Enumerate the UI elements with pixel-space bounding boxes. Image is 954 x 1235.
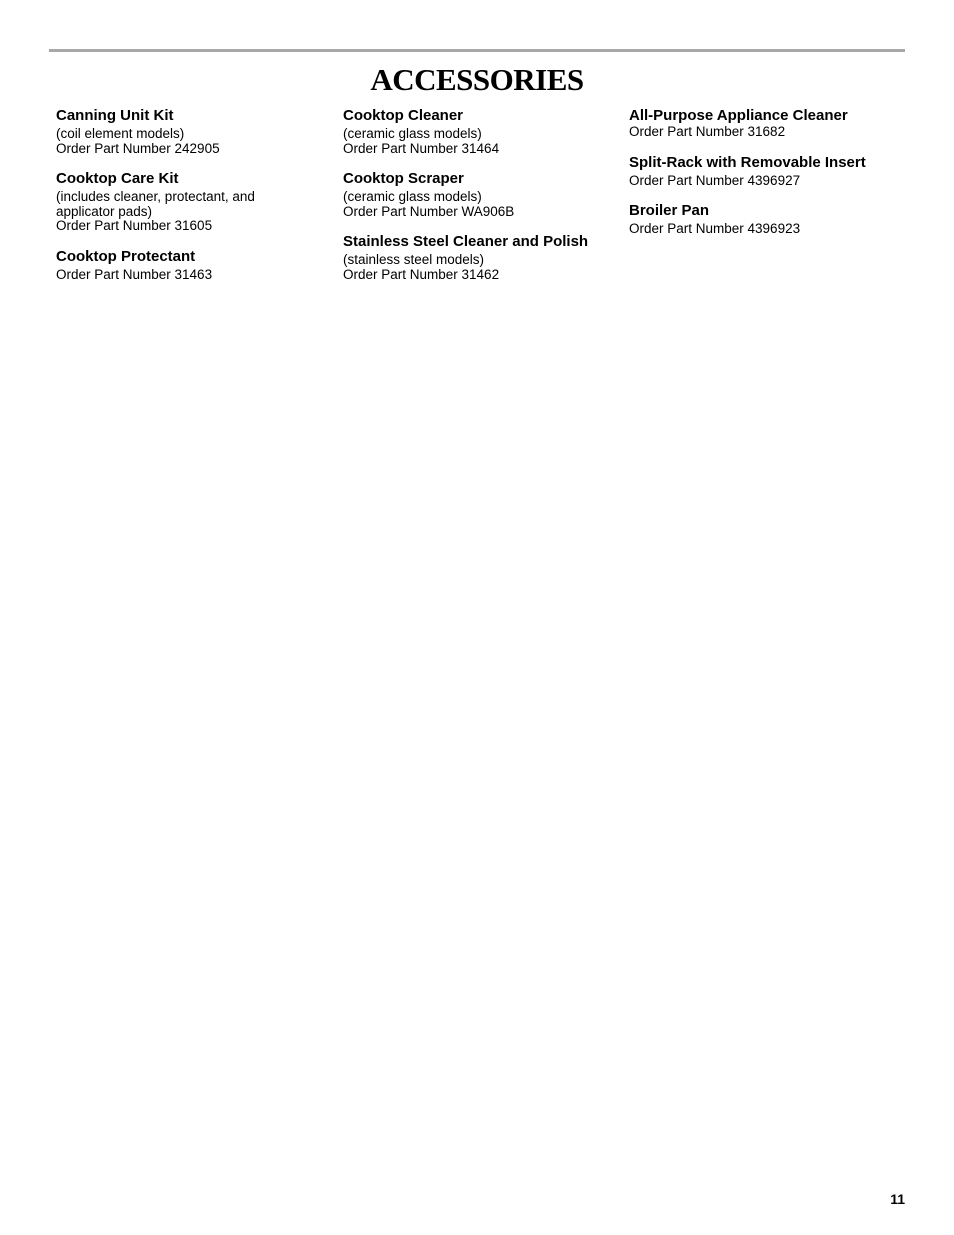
accessory-part-number: Order Part Number 31463 [56, 267, 213, 282]
accessory-description: (includes cleaner, protectant, and [56, 189, 255, 204]
accessory-name: Stainless Steel Cleaner and Polish [343, 233, 589, 250]
accessory-name: Cooktop Scraper [343, 170, 464, 187]
accessory-item-cooktop-cleaner [343, 107, 608, 170]
accessory-part-number: Order Part Number 31462 [343, 266, 500, 282]
accessory-name: All-Purpose Appliance Cleaner [629, 107, 848, 124]
accessory-item-cooktop-protectant [56, 248, 321, 283]
accessory-name: Cooktop Protectant [56, 248, 196, 265]
accessory-name: Split-Rack with Removable Insert [629, 154, 866, 171]
accessory-item-stainless-steel-cleaner [343, 233, 608, 282]
accessory-part-number: Order Part Number 4396927 [629, 173, 801, 188]
top-divider [49, 49, 905, 52]
page-title: ACCESSORIES [370, 62, 584, 97]
accessory-description: (stainless steel models) [343, 252, 485, 267]
accessory-part-number: Order Part Number 31605 [56, 218, 213, 233]
accessory-description: (ceramic glass models) [343, 126, 482, 141]
accessory-item-canning-unit-kit [56, 107, 321, 170]
accessories-column-1 [56, 107, 321, 283]
accessory-item-all-purpose-cleaner [629, 107, 899, 154]
accessory-description: applicator pads) [56, 203, 153, 219]
accessory-description: (ceramic glass models) [343, 189, 482, 204]
accessory-name: Canning Unit Kit [56, 107, 174, 124]
accessory-name: Broiler Pan [629, 202, 710, 219]
accessories-column-3 [629, 107, 899, 237]
accessory-item-cooktop-scraper [343, 170, 608, 233]
accessory-description: (coil element models) [56, 126, 185, 141]
accessory-part-number: Order Part Number 31464 [343, 140, 500, 156]
page-number: 11 [890, 1191, 905, 1207]
accessory-item-split-rack [629, 154, 899, 202]
accessories-column-2 [343, 107, 608, 282]
accessory-item-broiler-pan [629, 202, 899, 237]
accessory-part-number: Order Part Number 242905 [56, 140, 220, 156]
accessory-name: Cooktop Care Kit [56, 170, 179, 187]
accessory-part-number: Order Part Number 31682 [629, 124, 786, 139]
accessory-part-number: Order Part Number WA906B [343, 203, 515, 219]
accessory-item-cooktop-care-kit [56, 170, 321, 248]
accessory-part-number: Order Part Number 4396923 [629, 221, 801, 236]
accessory-name: Cooktop Cleaner [343, 107, 464, 124]
